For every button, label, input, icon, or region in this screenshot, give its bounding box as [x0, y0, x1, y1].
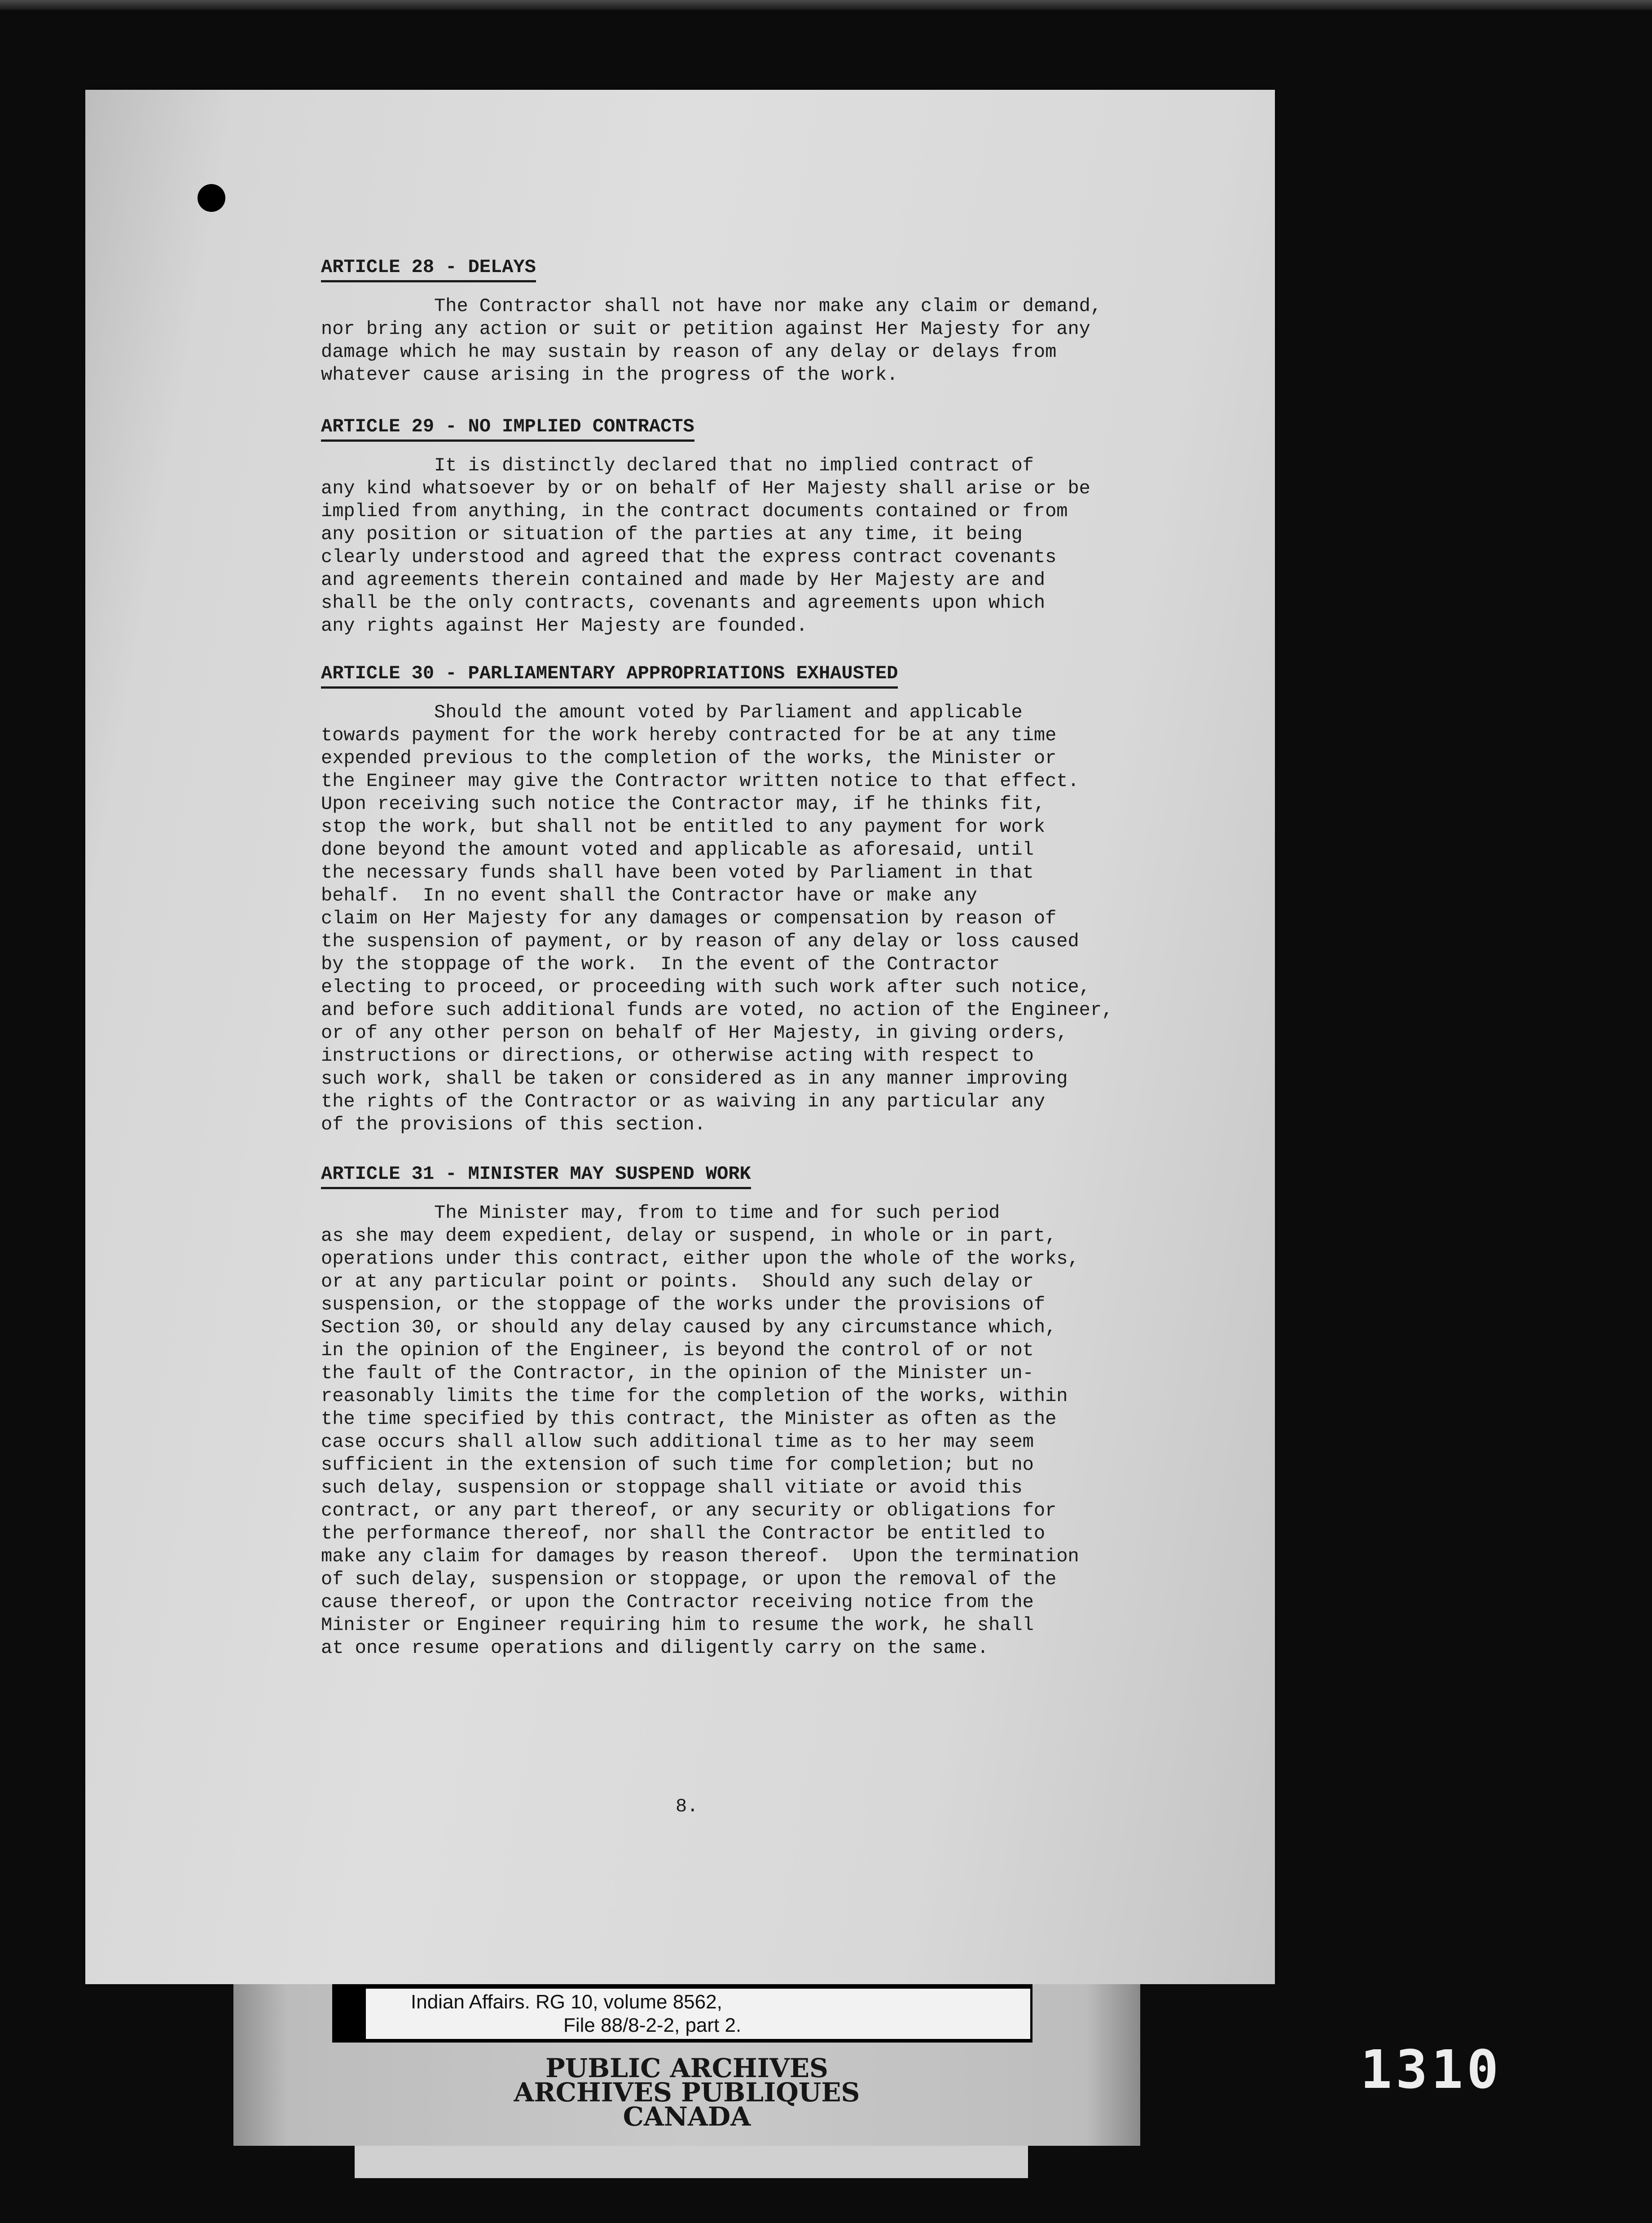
article-28-heading: ARTICLE 28 - DELAYS: [321, 256, 536, 282]
text-line: and agreements therein contained and made by Her Majesty are and: [321, 569, 1046, 591]
text-line: the fault of the Contractor, in the opinion of the Minister un-: [321, 1362, 1034, 1384]
text-line: towards payment for the work hereby contracted for be at any time: [321, 725, 1057, 746]
text-line: reasonably limits the time for the completion of the works, within: [321, 1385, 1068, 1407]
article-31-heading: ARTICLE 31 - MINISTER MAY SUSPEND WORK: [321, 1163, 751, 1189]
article-30-heading: ARTICLE 30 - PARLIAMENTARY APPROPRIATIONS EXHAUSTED: [321, 662, 898, 689]
text-line: the Engineer may give the Contractor written notice to that effect.: [321, 770, 1079, 792]
text-line: any rights against Her Majesty are founded.: [321, 615, 808, 637]
text-line: contract, or any part thereof, or any security or obligations for: [321, 1500, 1057, 1521]
text-line: The Minister may, from to time and for such period: [321, 1202, 1000, 1224]
text-line: stop the work, but shall not be entitled to any payment for work: [321, 816, 1046, 838]
article-31: [321, 1163, 1079, 1660]
archival-reference-label: [366, 1989, 1030, 2039]
text-line: any kind whatsoever by or on behalf of Her Majesty shall arise or be: [321, 478, 1090, 499]
text-line: such delay, suspension or stoppage shall vitiate or avoid this: [321, 1477, 1023, 1498]
text-line: It is distinctly declared that no implied contract of: [321, 455, 1034, 476]
archives-name: [233, 2053, 1140, 2132]
text-line: electing to proceed, or proceeding with such work after such notice,: [321, 976, 1090, 998]
text-line: of the provisions of this section.: [321, 1114, 706, 1135]
text-line: sufficient in the extension of such time for completion; but no: [321, 1454, 1034, 1476]
stamp-bottom-strip: [355, 2146, 1028, 2178]
text-line: claim on Her Majesty for any damages or compensation by reason of: [321, 908, 1057, 929]
film-top-edge: [0, 0, 1652, 10]
text-line: the time specified by this contract, the Minister as often as the: [321, 1408, 1057, 1430]
reference-line-1: Indian Affairs. RG 10, volume 8562,: [411, 1991, 722, 2013]
text-line: the rights of the Contractor or as waiving in any particular any: [321, 1091, 1046, 1112]
article-31-body: [321, 1202, 1079, 1660]
text-line: the performance thereof, nor shall the Contractor be entitled to: [321, 1523, 1046, 1544]
article-30: [321, 662, 1113, 1136]
text-line: of such delay, suspension or stoppage, or upon the removal of the: [321, 1568, 1057, 1590]
text-line: clearly understood and agreed that the express contract covenants: [321, 546, 1057, 568]
article-28: [321, 256, 1102, 387]
punch-hole: [198, 184, 225, 212]
text-line: behalf. In no event shall the Contractor have or make any: [321, 885, 977, 906]
text-line: damage which he may sustain by reason of any delay or delays from: [321, 341, 1057, 363]
text-line: expended previous to the completion of the works, the Minister or: [321, 747, 1057, 769]
text-line: by the stoppage of the work. In the event of the Contractor: [321, 953, 1000, 975]
text-line: cause thereof, or upon the Contractor receiving notice from the: [321, 1591, 1034, 1613]
text-line: or at any particular point or points. Should any such delay or: [321, 1271, 1034, 1292]
text-line: whatever cause arising in the progress of the work.: [321, 364, 898, 386]
article-29-body: [321, 454, 1090, 637]
article-30-body: [321, 701, 1113, 1136]
frame-number: 1310: [1360, 2038, 1503, 2100]
text-line: any position or situation of the parties at any time, it being: [321, 523, 1023, 545]
text-line: The Contractor shall not have nor make any claim or demand,: [321, 295, 1102, 317]
text-line: operations under this contract, either upon the whole of the works,: [321, 1248, 1079, 1270]
text-line: in the opinion of the Engineer, is beyond the control of or not: [321, 1340, 1034, 1361]
article-29-heading: ARTICLE 29 - NO IMPLIED CONTRACTS: [321, 415, 694, 442]
text-line: as she may deem expedient, delay or suspend, in whole or in part,: [321, 1225, 1057, 1247]
text-line: such work, shall be taken or considered as in any manner improving: [321, 1068, 1068, 1090]
text-line: the suspension of payment, or by reason of any delay or loss caused: [321, 931, 1079, 952]
text-line: done beyond the amount voted and applicable as aforesaid, until: [321, 839, 1034, 861]
article-29: [321, 415, 1090, 637]
text-line: shall be the only contracts, covenants and agreements upon which: [321, 592, 1046, 614]
text-line: at once resume operations and diligently carry on the same.: [321, 1637, 989, 1659]
text-line: case occurs shall allow such additional time as to her may seem: [321, 1431, 1034, 1453]
text-line: Minister or Engineer requiring him to resume the work, he shall: [321, 1614, 1034, 1636]
text-line: Section 30, or should any delay caused by any circumstance which,: [321, 1317, 1057, 1338]
text-line: implied from anything, in the contract documents contained or from: [321, 501, 1068, 522]
text-line: make any claim for damages by reason thereof. Upon the termination: [321, 1546, 1079, 1567]
text-line: instructions or directions, or otherwise acting with respect to: [321, 1045, 1034, 1067]
text-line: Upon receiving such notice the Contractor may, if he thinks fit,: [321, 793, 1046, 815]
archives-line-1: PUBLIC ARCHIVES: [545, 2053, 828, 2083]
text-line: or of any other person on behalf of Her Majesty, in giving orders,: [321, 1022, 1068, 1044]
page-number: 8.: [676, 1796, 699, 1817]
text-line: nor bring any action or suit or petition against Her Majesty for any: [321, 318, 1090, 340]
text-line: suspension, or the stoppage of the works under the provisions of: [321, 1294, 1046, 1315]
text-line: Should the amount voted by Parliament and applicable: [321, 702, 1023, 723]
text-line: the necessary funds shall have been voted by Parliament in that: [321, 862, 1034, 883]
article-28-body: [321, 295, 1102, 387]
archives-line-3: CANADA: [623, 2101, 751, 2132]
text-line: and before such additional funds are voted, no action of the Engineer,: [321, 999, 1113, 1021]
reference-line-2: File 88/8-2-2, part 2.: [563, 2014, 742, 2036]
archives-line-2: ARCHIVES PUBLIQUES: [514, 2077, 860, 2108]
